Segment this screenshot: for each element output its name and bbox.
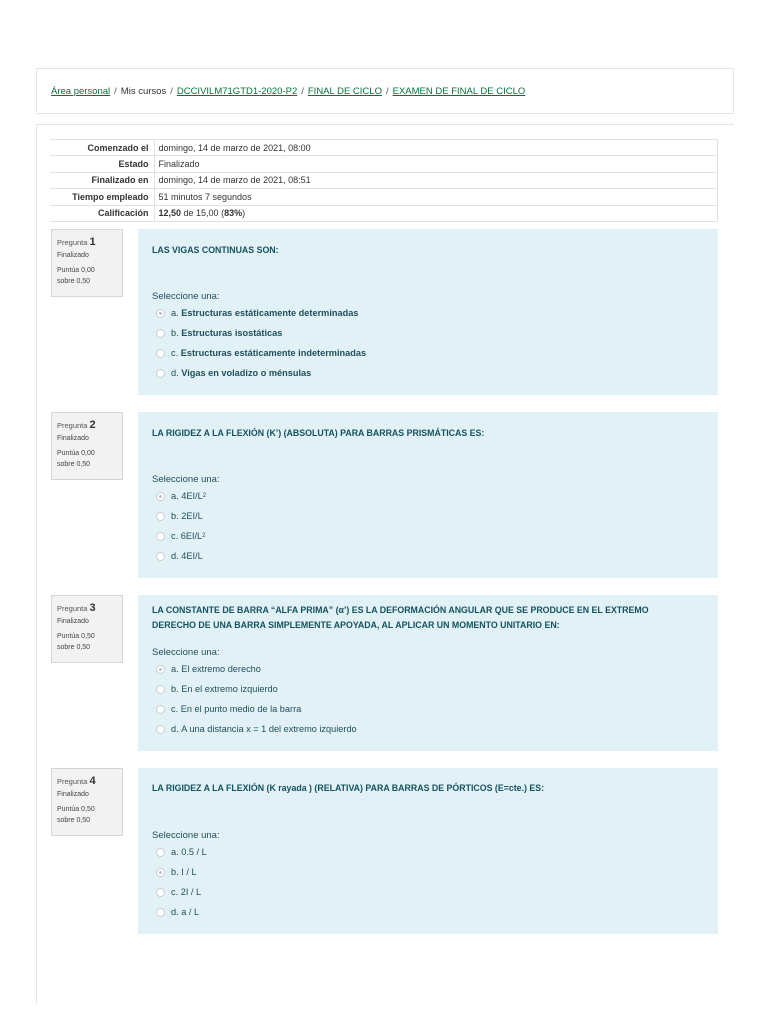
summary-value: domingo, 14 de marzo de 2021, 08:51 — [154, 172, 718, 188]
summary-row-state — [50, 156, 718, 172]
option-letter: b. — [171, 328, 179, 338]
answer-option[interactable] — [156, 531, 206, 541]
question-box-3 — [138, 595, 718, 751]
question-box-4 — [138, 768, 718, 934]
question-grade — [57, 265, 117, 287]
question-text: LAS VIGAS CONTINUAS SON: — [152, 245, 279, 255]
question-text — [152, 603, 712, 633]
answer-option[interactable] — [156, 847, 207, 857]
option-text: Estructuras estáticamente determinadas — [181, 308, 359, 318]
question-state: Finalizado — [57, 435, 89, 442]
radio-icon[interactable] — [156, 369, 165, 378]
question-text: LA RIGIDEZ A LA FLEXIÓN (K rayada ) (RELATIVA) PARA BARRAS DE PÓRTICOS (E=cte.) ES: — [152, 783, 545, 793]
option-text: a / L — [181, 907, 200, 917]
question-info-1 — [51, 229, 123, 297]
radio-icon[interactable] — [156, 329, 165, 338]
option-letter: d. — [171, 907, 179, 917]
grade-end: ) — [242, 208, 246, 219]
option-superscript: 2 — [202, 533, 206, 539]
answer-option[interactable] — [156, 491, 206, 501]
radio-icon[interactable] — [156, 532, 165, 541]
grade-line: Puntúa 0,00 — [57, 267, 95, 274]
answer-option[interactable] — [156, 704, 301, 714]
radio-checked-icon[interactable] — [156, 665, 165, 674]
radio-icon[interactable] — [156, 349, 165, 358]
option-letter: c. — [171, 348, 179, 358]
option-letter: d. — [171, 368, 179, 378]
answer-option[interactable] — [156, 867, 197, 877]
breadcrumb-separator: / — [385, 86, 389, 97]
answer-option[interactable] — [156, 664, 261, 674]
option-text: Vigas en voladizo o ménsulas — [181, 368, 312, 378]
option-superscript: 2 — [202, 493, 207, 499]
summary-value: 51 minutos 7 segundos — [154, 189, 718, 205]
option-text: En el punto medio de la barra — [180, 704, 302, 714]
option-text: 6EI/L — [180, 531, 203, 541]
breadcrumb-home-link[interactable]: Área personal — [51, 86, 111, 97]
breadcrumb-separator: / — [301, 86, 304, 97]
question-state: Finalizado — [57, 791, 89, 798]
breadcrumb-separator: / — [170, 86, 173, 97]
question-label: Pregunta — [57, 238, 88, 247]
question-label: Pregunta — [57, 421, 88, 430]
grade-line: sobre 0,50 — [57, 817, 91, 824]
breadcrumb-course-link[interactable]: DCCIVILM71GTD1-2020-P2 — [176, 86, 298, 97]
question-box-1 — [138, 229, 718, 395]
option-text: El extremo derecho — [181, 664, 261, 674]
question-info-2 — [51, 412, 123, 480]
grade-line: sobre 0,50 — [57, 644, 91, 651]
question-text-line: LA CONSTANTE DE BARRA “ALFA PRIMA” (α’) ES LA DEFORMACIÓN ANGULAR QUE SE PRODUCE EN EL EXTREMO — [152, 605, 649, 615]
radio-icon[interactable] — [156, 725, 165, 734]
answer-option[interactable] — [156, 907, 199, 917]
option-letter: b. — [171, 867, 179, 877]
grade-percent: 83% — [224, 208, 243, 219]
answer-option[interactable] — [156, 887, 201, 897]
option-letter: c. — [171, 531, 179, 541]
question-grade — [57, 631, 117, 653]
option-text: 4EI/L — [181, 551, 203, 561]
radio-icon[interactable] — [156, 888, 165, 897]
option-text: Estructuras estáticamente indeterminadas — [180, 348, 367, 358]
option-letter: a. — [171, 664, 179, 674]
summary-row-started — [50, 140, 718, 156]
question-info-4 — [51, 768, 123, 836]
question-box-2 — [138, 412, 718, 578]
radio-icon[interactable] — [156, 685, 165, 694]
question-label: Pregunta — [57, 604, 88, 613]
option-text: 2I / L — [180, 887, 202, 897]
summary-row-time — [50, 189, 718, 205]
summary-grade-value — [154, 205, 718, 221]
question-state: Finalizado — [57, 618, 89, 625]
answer-option[interactable] — [156, 684, 278, 694]
summary-value: domingo, 14 de marzo de 2021, 08:00 — [154, 140, 718, 156]
question-number — [57, 775, 117, 787]
summary-label: Comenzado el — [50, 140, 154, 156]
question-info-3 — [51, 595, 123, 663]
breadcrumb — [51, 86, 525, 97]
option-text: En el extremo izquierdo — [181, 684, 278, 694]
radio-icon[interactable] — [156, 552, 165, 561]
radio-checked-icon[interactable] — [156, 868, 165, 877]
summary-label: Estado — [50, 156, 154, 172]
answer-option[interactable] — [156, 348, 366, 358]
option-letter: d. — [171, 724, 179, 734]
question-text-line: DERECHO DE UNA BARRA SIMPLEMENTE APOYADA, AL APLICAR UN MOMENTO UNITARIO EN: — [152, 620, 560, 630]
option-text: Estructuras isostáticas — [181, 328, 283, 338]
question-number-value: 4 — [89, 775, 96, 787]
breadcrumb-quiz-link[interactable]: EXAMEN DE FINAL DE CICLO — [392, 86, 526, 97]
grade-line: Puntúa 0,00 — [57, 450, 95, 457]
answer-option[interactable] — [156, 368, 311, 378]
question-prompt: Seleccione una: — [152, 474, 220, 485]
grade-line: sobre 0,50 — [57, 278, 91, 285]
summary-label: Finalizado en — [50, 172, 154, 188]
answer-option[interactable] — [156, 308, 358, 318]
option-letter: d. — [171, 551, 179, 561]
question-number — [57, 419, 117, 431]
grade-line: Puntúa 0,50 — [57, 806, 95, 813]
radio-checked-icon[interactable] — [156, 492, 165, 501]
summary-row-finished — [50, 172, 718, 188]
breadcrumb-card — [36, 68, 734, 114]
option-letter: a. — [171, 847, 179, 857]
option-text: 4EI/L — [181, 491, 203, 501]
breadcrumb-my-courses: Mis cursos — [120, 86, 167, 97]
question-number — [57, 602, 117, 614]
summary-label: Calificación — [50, 205, 154, 221]
option-text: I / L — [181, 867, 197, 877]
option-letter: b. — [171, 511, 179, 521]
answer-option[interactable] — [156, 511, 203, 521]
breadcrumb-section-link[interactable]: FINAL DE CICLO — [307, 86, 382, 97]
summary-label: Tiempo empleado — [50, 189, 154, 205]
question-state: Finalizado — [57, 252, 89, 259]
option-letter: c. — [171, 704, 179, 714]
question-prompt: Seleccione una: — [152, 830, 220, 841]
summary-row-grade — [50, 205, 718, 221]
grade-mid: de 15,00 ( — [181, 208, 225, 219]
option-letter: c. — [171, 887, 179, 897]
grade-line: sobre 0,50 — [57, 461, 91, 468]
question-text: LA RIGIDEZ A LA FLEXIÓN (K’) (ABSOLUTA) PARA BARRAS PRISMÁTICAS ES: — [152, 428, 485, 438]
summary-value: Finalizado — [154, 156, 718, 172]
grade-score: 12,50 — [158, 208, 182, 219]
option-letter: a. — [171, 491, 179, 501]
option-text: A una distancia x = 1 del extremo izquierdo — [181, 724, 357, 734]
answer-option[interactable] — [156, 724, 357, 734]
question-grade — [57, 448, 117, 470]
question-number-value: 3 — [89, 602, 96, 614]
question-number — [57, 236, 117, 248]
grade-line: Puntúa 0,50 — [57, 633, 95, 640]
radio-icon[interactable] — [156, 512, 165, 521]
option-letter: b. — [171, 684, 179, 694]
breadcrumb-separator: / — [114, 86, 117, 97]
question-prompt: Seleccione una: — [152, 647, 220, 658]
answer-option[interactable] — [156, 328, 282, 338]
option-letter: a. — [171, 308, 179, 318]
radio-icon[interactable] — [156, 705, 165, 714]
question-prompt: Seleccione una: — [152, 291, 220, 302]
option-text: 2EI/L — [181, 511, 203, 521]
radio-icon[interactable] — [156, 848, 165, 857]
attempt-summary-table — [50, 139, 718, 222]
question-grade — [57, 804, 117, 826]
radio-icon[interactable] — [156, 908, 165, 917]
radio-checked-icon[interactable] — [156, 309, 165, 318]
question-number-value: 2 — [89, 419, 96, 431]
answer-option[interactable] — [156, 551, 203, 561]
question-number-value: 1 — [89, 236, 96, 248]
question-label: Pregunta — [57, 777, 88, 786]
option-text: 0.5 / L — [181, 847, 207, 857]
